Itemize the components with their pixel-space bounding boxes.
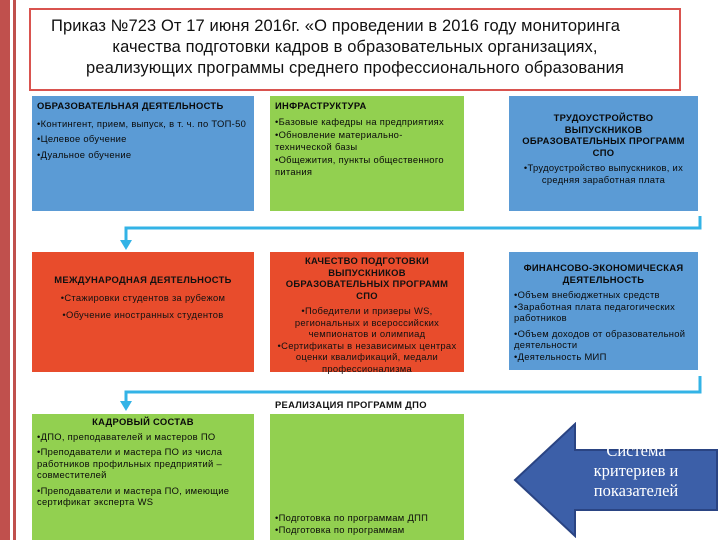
dpo-box	[270, 414, 464, 540]
finance-item-2: • Заработная плата педагогических работников	[514, 301, 693, 324]
criteria-line-3: показателей	[593, 481, 679, 500]
title-line-2: качества подготовки кадров в образовательных организациях,	[112, 38, 598, 56]
left-accent-bar	[0, 0, 10, 540]
quality-item-2: • Сертификаты в независимых центрах оценки квалификаций, медали профессионализма	[275, 340, 459, 375]
staff-heading: КАДРОВЫЙ СОСТАВ	[92, 416, 194, 427]
finance-activity-box	[509, 252, 698, 370]
dpo-item-1: • Подготовка по программам ДПП	[275, 512, 459, 524]
educational-item-1: • Контингент, прием, выпуск, в т. ч. по ТОП-50	[37, 118, 249, 130]
criteria-line-1: Система	[606, 441, 666, 460]
title-line-1: Приказ №723 От 17 июня 2016г. «О проведении в 2016 году мониторинга	[51, 17, 621, 35]
staff-box	[32, 414, 254, 540]
employment-heading: ТРУДОУСТРОЙСТВО ВЫПУСКНИКОВ ОБРАЗОВАТЕЛЬНЫХ ПРОГРАММ СПО	[522, 112, 685, 158]
educational-item-3: • Дуальное обучение	[37, 149, 249, 161]
staff-item-3: • Преподаватели и мастера ПО, имеющие сертификат эксперта WS	[37, 485, 249, 508]
employment-box	[509, 96, 698, 211]
connector-bottom-arrowhead	[120, 401, 132, 411]
educational-heading: ОБРАЗОВАТЕЛЬНАЯ ДЕЯТЕЛЬНОСТЬ	[37, 100, 224, 111]
educational-item-2: • Целевое обучение	[37, 133, 249, 145]
international-activity-box	[32, 252, 254, 372]
graduate-quality-box	[270, 252, 464, 372]
infrastructure-item-1: • Базовые кафедры на предприятиях	[275, 116, 459, 128]
infrastructure-item-2: • Обновление материально-технической базы	[275, 129, 459, 152]
finance-item-4: • Деятельность МИП	[514, 351, 693, 363]
international-item-2: • Обучение иностранных студентов	[37, 309, 249, 321]
international-heading: МЕЖДУНАРОДНАЯ ДЕЯТЕЛЬНОСТЬ	[54, 274, 232, 285]
dpo-item-2: • Подготовка по программам	[275, 524, 459, 536]
finance-heading: ФИНАНСОВО-ЭКОНОМИЧЕСКАЯ ДЕЯТЕЛЬНОСТЬ	[523, 262, 684, 285]
employment-item-1: • Трудоустройство выпускников, их средняя заработная плата	[514, 162, 693, 185]
infrastructure-box	[270, 96, 464, 211]
educational-activity-box	[32, 96, 254, 211]
finance-item-1: • Объем внебюджетных средств	[514, 289, 693, 301]
dpo-heading: РЕАЛИЗАЦИЯ ПРОГРАММ ДПО	[275, 399, 427, 410]
infrastructure-heading: ИНФРАСТРУКТУРА	[275, 100, 367, 111]
international-item-1: • Стажировки студентов за рубежом	[37, 292, 249, 304]
left-accent-bar-thin	[13, 0, 16, 540]
criteria-system-label	[566, 441, 706, 511]
staff-item-2: • Преподаватели и мастера ПО из числа работников профильных предприятий – совместителей	[37, 446, 249, 481]
connector-top	[126, 216, 700, 244]
page-title	[29, 8, 681, 91]
infrastructure-item-3: • Общежития, пункты общественного питания	[275, 154, 459, 177]
criteria-line-2: критериев и	[593, 461, 679, 480]
title-line-3: реализующих программы среднего профессионального образования	[86, 59, 624, 77]
staff-item-1: • ДПО, преподавателей и мастеров ПО	[37, 431, 249, 443]
quality-item-1: • Победители и призеры WS, региональных и всероссийских чемпионатов и олимпиад	[275, 305, 459, 340]
connector-top-arrowhead	[120, 240, 132, 250]
finance-item-3: • Объем доходов от образовательной деятельности	[514, 328, 693, 351]
quality-heading: КАЧЕСТВО ПОДГОТОВКИ ВЫПУСКНИКОВ ОБРАЗОВАТЕЛЬНЫХ ПРОГРАММ СПО	[285, 255, 449, 301]
